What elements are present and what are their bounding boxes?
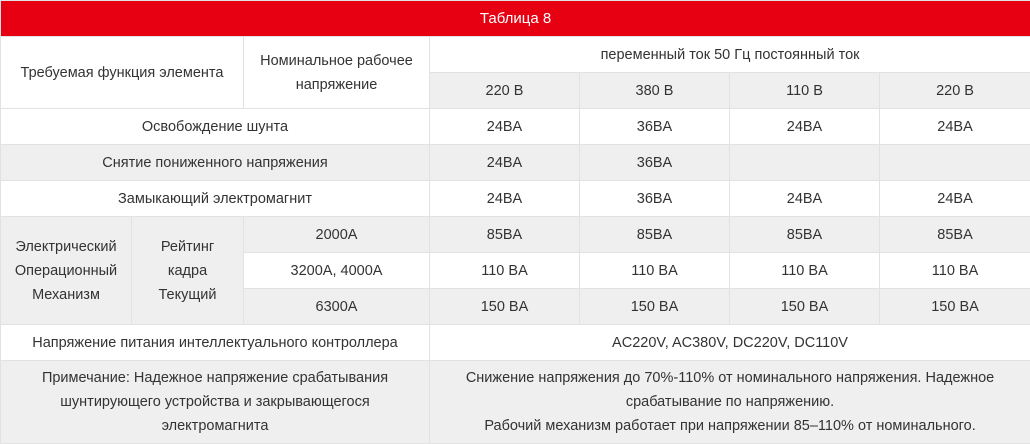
note-value <box>430 361 1030 444</box>
rating-value: 6300A <box>244 289 430 325</box>
table-cell: 150 BA <box>430 289 580 325</box>
table-cell: 150 BA <box>730 289 880 325</box>
note-line-1: Снижение напряжения до 70%-110% от номинального напряжения. Надежное срабатывание по напряжению. <box>436 366 1024 414</box>
rating-value: 3200A, 4000A <box>244 253 430 289</box>
voltage-header <box>244 37 430 109</box>
table-cell: 85BA <box>430 217 580 253</box>
voltage-col-2: 380 В <box>580 73 730 109</box>
table-cell: 24BA <box>880 109 1030 145</box>
table-cell: 24BA <box>430 145 580 181</box>
controller-value: AC220V, AC380V, DC220V, DC110V <box>430 325 1030 361</box>
header-row-1 <box>1 37 1030 73</box>
row-label: Снятие пониженного напряжения <box>1 145 430 181</box>
function-header-label: Требуемая функция элемента <box>21 61 224 85</box>
table-cell: 36BA <box>580 109 730 145</box>
mechanism-label <box>1 217 132 325</box>
voltage-header-label: Номинальное рабочее напряжение <box>258 49 415 97</box>
note-label <box>1 361 430 444</box>
current-type-header: переменный ток 50 Гц постоянный ток <box>430 37 1030 73</box>
voltage-col-3: 110 В <box>730 73 880 109</box>
table-cell: 150 BA <box>580 289 730 325</box>
note-row <box>1 361 1030 444</box>
table-row <box>1 217 1030 253</box>
table-cell: 150 BA <box>880 289 1030 325</box>
voltage-col-4: 220 В <box>880 73 1030 109</box>
rating-value: 2000A <box>244 217 430 253</box>
table-cell: 110 BA <box>430 253 580 289</box>
table-row <box>1 325 1030 361</box>
table-cell: 85BA <box>880 217 1030 253</box>
note-line-2: Рабочий механизм работает при напряжении 85–110% от номинального. <box>436 414 1024 438</box>
rating-label <box>132 217 244 325</box>
table-cell <box>880 145 1030 181</box>
table-title-row <box>1 1 1030 37</box>
row-label: Освобождение шунта <box>1 109 430 145</box>
rating-label-text: Рейтинг кадра Текущий <box>146 235 229 307</box>
table-cell: 24BA <box>430 181 580 217</box>
voltage-col-1: 220 В <box>430 73 580 109</box>
table-cell: 24BA <box>880 181 1030 217</box>
table-cell: 24BA <box>730 181 880 217</box>
table-row <box>1 181 1030 217</box>
controller-label: Напряжение питания интеллектуального контроллера <box>1 325 430 361</box>
function-header <box>1 37 244 109</box>
table-row <box>1 145 1030 181</box>
table-cell: 110 BA <box>580 253 730 289</box>
table-cell: 36BA <box>580 181 730 217</box>
table-cell: 110 BA <box>730 253 880 289</box>
table-title: Таблица 8 <box>1 1 1030 37</box>
table-row <box>1 109 1030 145</box>
table-cell: 24BA <box>430 109 580 145</box>
table-cell: 110 BA <box>880 253 1030 289</box>
table-cell: 85BA <box>580 217 730 253</box>
table-cell: 36BA <box>580 145 730 181</box>
table-cell <box>730 145 880 181</box>
note-label-text: Примечание: Надежное напряжение срабатывания шунтирующего устройства и закрывающегося электромагнита <box>17 366 413 438</box>
mechanism-label-text: Электрический Операционный Механизм <box>3 235 129 307</box>
table-cell: 24BA <box>730 109 880 145</box>
row-label: Замыкающий электромагнит <box>1 181 430 217</box>
table-cell: 85BA <box>730 217 880 253</box>
